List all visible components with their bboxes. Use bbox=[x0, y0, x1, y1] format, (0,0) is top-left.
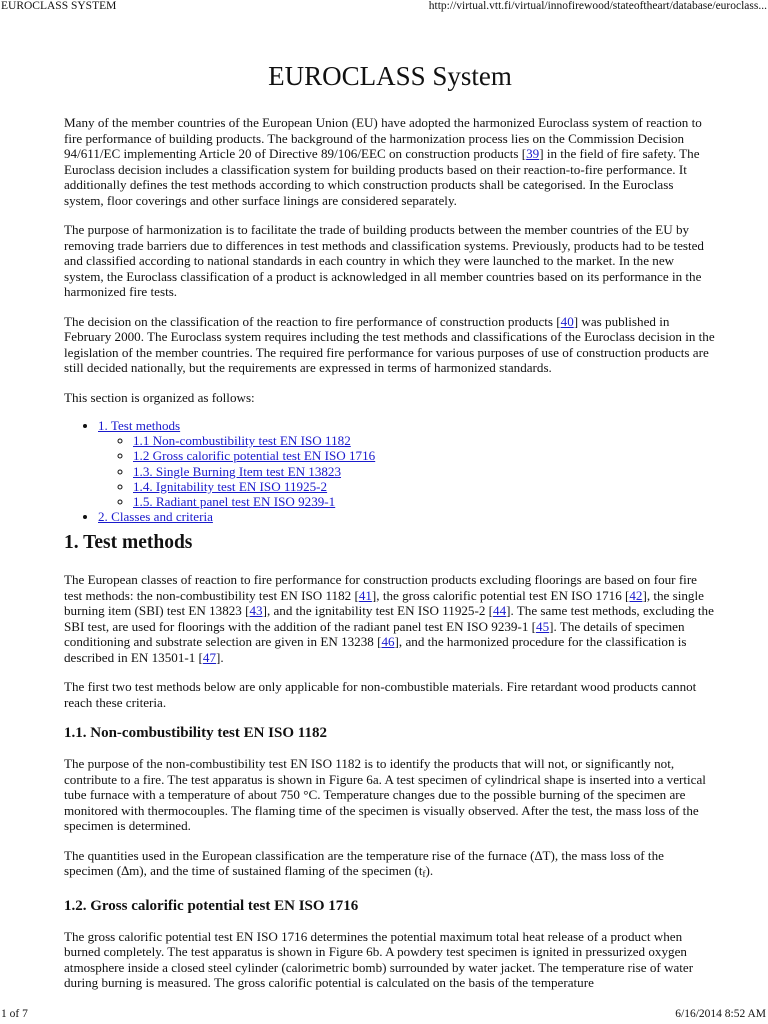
section1-p1-text-1: The European classes of reaction to fire performance for construction products excluding floorings are based on four fire test methods: the non-combustibility test EN ISO 1182 [ bbox=[64, 572, 697, 603]
print-footer bbox=[0, 1008, 768, 1022]
toc-link-classes-criteria[interactable]: 2. Classes and criteria bbox=[98, 509, 213, 525]
intro-p3-text-b: ] was published in February 2000. The Euroclass system requires including the test methods and classifications of the Euroclass decision in the legislation of the member countries. The required fire performance for various purposes of use of construction products are still decided nationally, but the requirements are expressed in terms of harmonized standards. bbox=[64, 313, 715, 375]
document-body bbox=[64, 56, 716, 1005]
reference-link-47[interactable]: 47 bbox=[202, 649, 216, 665]
toc-link-1-2[interactable]: 1.2 Gross calorific potential test EN ISO 1716 bbox=[133, 448, 376, 464]
section1-p1-text-2: ], the gross calorific potential test EN ISO 1716 [ bbox=[371, 587, 630, 603]
intro-paragraph-3 bbox=[64, 314, 716, 376]
reference-link-46[interactable]: 46 bbox=[381, 634, 395, 650]
reference-link-40[interactable]: 40 bbox=[560, 313, 574, 329]
reference-link-44[interactable]: 44 bbox=[493, 603, 507, 619]
print-header bbox=[0, 0, 768, 14]
section1-paragraph-1 bbox=[64, 572, 716, 665]
subsection-heading-1-1: 1.1. Non-combustibility test EN ISO 1182 bbox=[64, 725, 327, 742]
section1-p1-text-5: ]. The same test methods, excluding the SBI test, are used for floorings with the addition of the radiant panel test EN ISO 9239-1 [ bbox=[64, 603, 714, 634]
section1-2-paragraph-1: The gross calorific potential test EN ISO 1716 determines the potential maximum total heat release of a product when burned completely. The test apparatus is shown in Figure 6b. A powdery test specimen is ignited in pressurized oxygen atmosphere inside a closed steel cylinder (calorimetric bomb) surrounded by water jacket. The temperature rise of water during burning is measured. The gross calorific potential is calculated on the basis of the temperature bbox=[64, 928, 694, 991]
toc-subitem bbox=[133, 464, 716, 479]
section1-1-paragraph-1: The purpose of the non-combustibility test EN ISO 1182 is to identify the products that will not, or significantly not, contribute to a fire. The test apparatus is shown in Figure 6a. A test specimen of cylindrical shape is inserted into a vertical tube furnace with a temperature of about 750 °C. Temperature changes due to the possible burning of the specimen are monitored with thermocouples. The flaming time of the specimen is visually observed. After the test, the mass loss of the specimen is determined. bbox=[64, 756, 706, 834]
section1-1-p2-text-b: ). bbox=[425, 863, 434, 879]
toc-link-1-3[interactable]: 1.3. Single Burning Item test EN 13823 bbox=[133, 463, 342, 479]
subsection-heading-1-2: 1.2. Gross calorific potential test EN ISO 1716 bbox=[64, 897, 359, 914]
section1-p1-text-7: ], and the harmonized procedure for the classification is described in EN 13501-1 [ bbox=[64, 634, 687, 665]
table-of-contents bbox=[64, 418, 716, 524]
print-timestamp: 6/16/2014 8:52 AM bbox=[675, 1008, 766, 1020]
toc-subitem bbox=[133, 448, 716, 463]
intro-p1-text-a: Many of the member countries of the European Union (EU) have adopted the harmonized Euroclass system of reaction to fire performance of building products. The background of the harmonization process lies on the Commission Decision 94/611/EC implementing Article 20 of Directive 89/106/EEC on construction products [ bbox=[64, 115, 702, 161]
toc-link-test-methods[interactable]: 1. Test methods bbox=[98, 418, 181, 433]
section1-p1-text-3: ], the single burning item (SBI) test EN 13823 [ bbox=[64, 587, 704, 619]
reference-link-43[interactable]: 43 bbox=[249, 603, 263, 619]
intro-paragraph-4: This section is organized as follows: bbox=[64, 389, 255, 405]
toc-link-1-5[interactable]: 1.5. Radiant panel test EN ISO 9239-1 bbox=[133, 494, 336, 510]
intro-p3-text-a: The decision on the classification of the reaction to fire performance of construction products [ bbox=[64, 313, 561, 329]
section1-1-paragraph-2 bbox=[64, 848, 716, 883]
toc-item bbox=[98, 418, 716, 509]
print-header-title: EUROCLASS SYSTEM bbox=[1, 0, 117, 12]
toc-sublist bbox=[98, 433, 716, 509]
reference-link-42[interactable]: 42 bbox=[629, 587, 643, 603]
toc-link-1-1[interactable]: 1.1 Non-combustibility test EN ISO 1182 bbox=[133, 433, 351, 449]
print-header-url: http://virtual.vtt.fi/virtual/innofirewood/stateoftheart/database/euroclass... bbox=[428, 0, 767, 12]
section-heading-test-methods: 1. Test methods bbox=[64, 532, 193, 554]
toc-subitem bbox=[133, 479, 716, 494]
section1-1-p2-text-a: The quantities used in the European classification are the temperature rise of the furnace (∆T), the mass loss of the specimen (∆m), and the time of sustained flaming of the specimen (t bbox=[64, 847, 664, 879]
reference-link-39[interactable]: 39 bbox=[526, 146, 540, 161]
section1-p1-text-8: ]. bbox=[216, 649, 224, 665]
toc-item bbox=[98, 509, 716, 524]
toc-link-1-4[interactable]: 1.4. Ignitability test EN ISO 11925-2 bbox=[133, 478, 328, 494]
reference-link-41[interactable]: 41 bbox=[358, 587, 372, 603]
section1-p1-text-6: ]. The details of specimen conditioning and substrate selection are given in EN 13238 [ bbox=[64, 618, 685, 650]
toc-subitem bbox=[133, 494, 716, 509]
section1-paragraph-2: The first two test methods below are only applicable for non-combustible materials. Fire retardant wood products cannot reach these criteria. bbox=[64, 679, 697, 710]
intro-paragraph-1 bbox=[64, 115, 716, 208]
intro-paragraph-2: The purpose of harmonization is to facilitate the trade of building products between the member countries of the EU by removing trade barriers due to differences in test methods and classification systems. Previously, products had to be tested and classified according to national standards in each country in which they were launched to the market. In the new system, the Euroclass classification of a product is acknowledged in all member countries based on its performance in the harmonized fire tests. bbox=[64, 222, 704, 299]
page-counter: 1 of 7 bbox=[1, 1008, 28, 1020]
reference-link-45[interactable]: 45 bbox=[536, 618, 550, 634]
page-title: EUROCLASS System bbox=[268, 61, 512, 91]
toc-subitem bbox=[133, 433, 716, 448]
intro-p1-text-b: ] in the field of fire safety. The Euroclass decision includes a classification system for building products based on their reaction-to-fire performance. It additionally defines the test methods according to which construction products shall be categorised. In the Euroclass system, floor coverings and other surface linings are considered separately. bbox=[64, 146, 700, 208]
subscript-f: f bbox=[422, 869, 426, 880]
section1-p1-text-4: ], and the ignitability test EN ISO 11925-2 [ bbox=[262, 603, 494, 619]
